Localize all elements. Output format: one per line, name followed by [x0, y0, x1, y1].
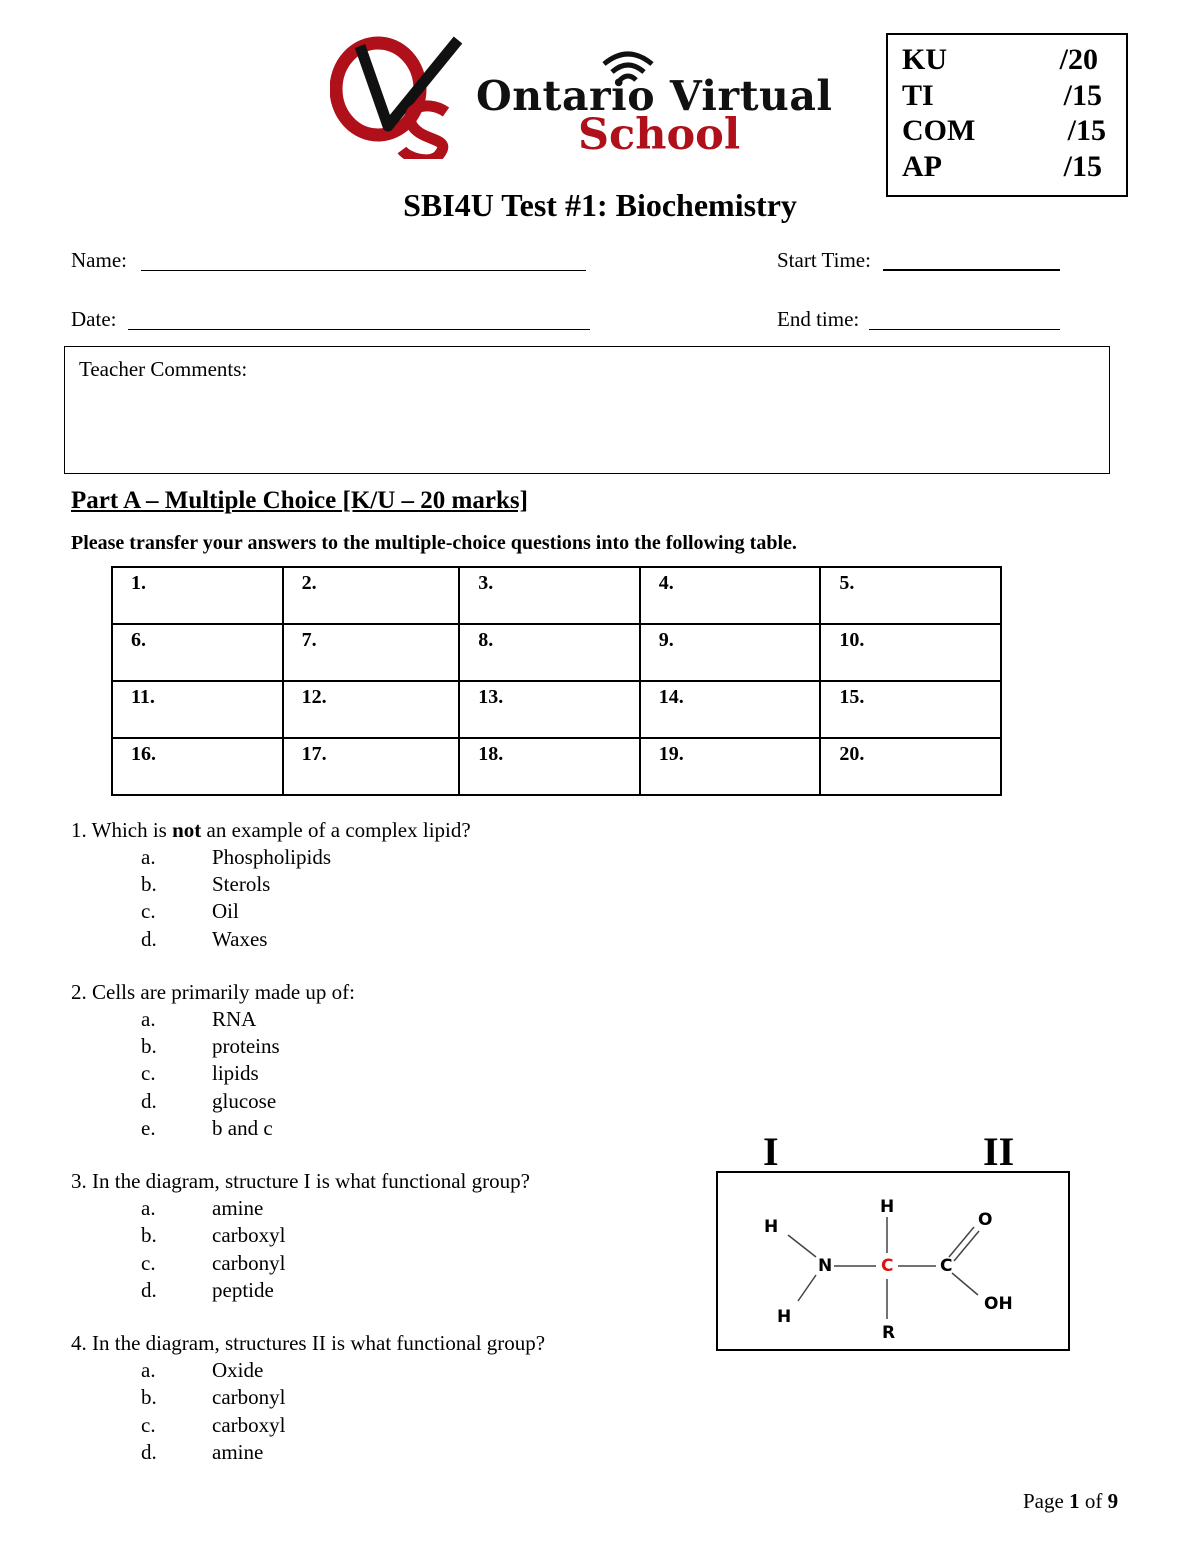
answer-cell[interactable]: 3.: [459, 567, 640, 624]
table-row: [112, 738, 1001, 795]
q4-option-c[interactable]: [141, 1413, 441, 1439]
option-text: Sterols: [212, 872, 271, 896]
atom-o: O: [978, 1210, 993, 1230]
answer-cell[interactable]: 5.: [820, 567, 1001, 624]
answer-cell[interactable]: 16.: [112, 738, 283, 795]
page-prefix: Page: [1023, 1489, 1070, 1513]
q4-option-b[interactable]: [141, 1385, 441, 1411]
question-text: 3. In the diagram, structure I is what functional group?: [71, 1169, 530, 1193]
question-3: [71, 1169, 530, 1194]
answer-cell[interactable]: 13.: [459, 681, 640, 738]
date-field[interactable]: [128, 329, 590, 330]
option-letter: c.: [141, 1251, 156, 1275]
q3-option-a[interactable]: [141, 1196, 441, 1222]
page-title: SBI4U Test #1: Biochemistry: [403, 187, 797, 223]
atom-h: H: [764, 1217, 779, 1237]
option-letter: c.: [141, 899, 156, 923]
answer-cell[interactable]: 7.: [283, 624, 460, 681]
q2-option-d[interactable]: [141, 1089, 441, 1115]
answer-cell[interactable]: 8.: [459, 624, 640, 681]
marks-label: AP: [902, 150, 942, 183]
q2-option-c[interactable]: [141, 1061, 441, 1087]
school-logo: [330, 34, 860, 162]
marks-value: /20: [1059, 43, 1098, 76]
question-text: 1. Which is: [71, 818, 173, 842]
marks-box: [886, 33, 1128, 197]
option-text: Oil: [212, 899, 239, 923]
option-text: RNA: [212, 1007, 257, 1031]
ovs-monogram: [330, 34, 465, 159]
option-letter: a.: [141, 1007, 156, 1031]
question-4: [71, 1331, 545, 1356]
option-letter: a.: [141, 1196, 156, 1220]
answer-cell[interactable]: 18.: [459, 738, 640, 795]
part-a-heading: Part A – Multiple Choice [K/U – 20 marks]: [71, 487, 528, 514]
option-letter: b.: [141, 1223, 157, 1247]
option-letter: b.: [141, 1034, 157, 1058]
q1-option-d[interactable]: [141, 927, 441, 953]
option-text: amine: [212, 1196, 264, 1220]
q2-option-a[interactable]: [141, 1007, 441, 1033]
answer-cell[interactable]: 1.: [112, 567, 283, 624]
q2-option-e[interactable]: [141, 1116, 441, 1142]
page-current: 1: [1069, 1489, 1080, 1513]
question-2: [71, 980, 355, 1005]
table-row: [112, 567, 1001, 624]
q3-option-c[interactable]: [141, 1251, 441, 1277]
marks-label: COM: [902, 114, 976, 147]
table-row: [112, 624, 1001, 681]
marks-value: /15: [1067, 114, 1106, 147]
marks-value: /15: [1063, 150, 1102, 183]
q3-option-b[interactable]: [141, 1223, 441, 1249]
answer-cell[interactable]: 11.: [112, 681, 283, 738]
atom-c-carboxyl: C: [940, 1256, 953, 1276]
diagram-label-i: I: [763, 1129, 779, 1174]
logo-line1: Ontario Virtual: [476, 72, 833, 120]
page-number: [1023, 1489, 1118, 1514]
question-text: 4. In the diagram, structures II is what functional group?: [71, 1331, 546, 1355]
marks-label: TI: [902, 79, 934, 112]
marks-row-com: [902, 114, 1112, 148]
option-letter: d.: [141, 1278, 157, 1302]
question-1: [71, 818, 471, 843]
question-text: an example of a complex lipid?: [201, 818, 471, 842]
option-text: glucose: [212, 1089, 277, 1113]
option-text: carboxyl: [212, 1223, 286, 1247]
atom-oh: OH: [984, 1294, 1013, 1314]
marks-row-ap: [902, 150, 1112, 184]
start-time-label: Start Time:: [777, 248, 871, 272]
answer-cell[interactable]: 9.: [640, 624, 821, 681]
date-label: Date:: [71, 307, 117, 331]
option-letter: b.: [141, 1385, 157, 1409]
option-letter: a.: [141, 1358, 156, 1382]
option-text: Waxes: [212, 927, 268, 951]
option-text: Oxide: [212, 1358, 264, 1382]
option-text: carboxyl: [212, 1413, 286, 1437]
bond-n-h1: [788, 1235, 816, 1257]
option-letter: a.: [141, 845, 156, 869]
q1-option-c[interactable]: [141, 899, 441, 925]
atom-h-top: H: [880, 1197, 895, 1217]
diagram-label-ii: II: [983, 1129, 1015, 1174]
page-total: 9: [1107, 1489, 1119, 1513]
bond-n-h2: [798, 1275, 816, 1301]
option-text: amine: [212, 1440, 264, 1464]
table-row: [112, 681, 1001, 738]
option-text: lipids: [212, 1061, 259, 1085]
option-text: carbonyl: [212, 1385, 286, 1409]
answer-cell[interactable]: 6.: [112, 624, 283, 681]
option-letter: b.: [141, 872, 157, 896]
atom-c-alpha: C: [881, 1256, 894, 1276]
page-middle: of: [1079, 1489, 1108, 1513]
start-time-field[interactable]: [883, 269, 1060, 271]
option-text: Phospholipids: [212, 845, 332, 869]
option-text: peptide: [212, 1278, 274, 1302]
option-text: carbonyl: [212, 1251, 286, 1275]
answer-cell[interactable]: 2.: [283, 567, 460, 624]
atom-h: H: [777, 1307, 792, 1327]
answer-cell[interactable]: 10.: [820, 624, 1001, 681]
marks-value: /15: [1063, 79, 1102, 112]
answer-cell[interactable]: 19.: [640, 738, 821, 795]
option-letter: e.: [141, 1116, 156, 1140]
teacher-comments-label: Teacher Comments:: [79, 357, 248, 381]
marks-row-ku: [902, 43, 1112, 77]
answer-cell[interactable]: 14.: [640, 681, 821, 738]
q4-option-d[interactable]: [141, 1440, 441, 1466]
option-letter: d.: [141, 927, 157, 951]
teacher-comments-box[interactable]: [64, 346, 1110, 474]
end-time-field[interactable]: [869, 329, 1060, 330]
option-letter: c.: [141, 1413, 156, 1437]
q1-option-b[interactable]: [141, 872, 441, 898]
option-letter: d.: [141, 1440, 157, 1464]
atom-n: N: [818, 1256, 833, 1276]
marks-label: KU: [902, 43, 947, 76]
name-field[interactable]: [141, 270, 586, 271]
atom-r: R: [882, 1323, 896, 1343]
answer-cell[interactable]: 17.: [283, 738, 460, 795]
q2-option-b[interactable]: [141, 1034, 441, 1060]
answer-cell[interactable]: 15.: [820, 681, 1001, 738]
question-emphasis: not: [172, 818, 202, 842]
option-text: proteins: [212, 1034, 280, 1058]
answer-cell[interactable]: 4.: [640, 567, 821, 624]
marks-row-ti: [902, 79, 1112, 113]
q3-option-d[interactable]: [141, 1278, 441, 1304]
answer-cell[interactable]: 20.: [820, 738, 1001, 795]
option-letter: c.: [141, 1061, 156, 1085]
q4-option-a[interactable]: [141, 1358, 441, 1384]
q1-option-a[interactable]: [141, 845, 441, 871]
answer-table: [111, 566, 1002, 796]
question-text: 2. Cells are primarily made up of:: [71, 980, 356, 1004]
end-time-label: End time:: [777, 307, 860, 331]
amino-acid-diagram: [716, 1171, 1070, 1351]
part-a-instruction: Please transfer your answers to the multiple-choice questions into the following table.: [71, 532, 797, 554]
option-text: b and c: [212, 1116, 273, 1140]
answer-cell[interactable]: 12.: [283, 681, 460, 738]
logo-line2: School: [578, 110, 741, 160]
bond-c-oh: [952, 1273, 978, 1295]
option-letter: d.: [141, 1089, 157, 1113]
name-label: Name:: [71, 248, 127, 272]
